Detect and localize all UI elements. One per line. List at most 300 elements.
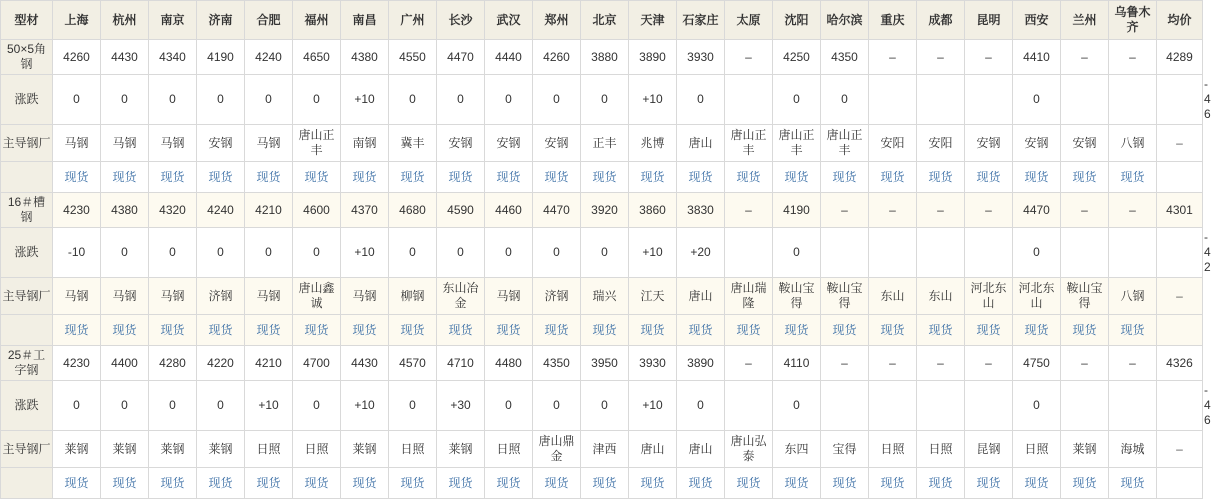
- header-cell-city: 南昌: [341, 1, 389, 40]
- change-cell: +10: [341, 228, 389, 278]
- change-cell: +10: [629, 228, 677, 278]
- mill-cell: 安钢: [965, 125, 1013, 162]
- price-cell: 4380: [341, 40, 389, 75]
- price-cell: 4440: [485, 40, 533, 75]
- stock-cell: 现货: [437, 468, 485, 499]
- header-cell-city: 天津: [629, 1, 677, 40]
- row-label-mill: 主导钢厂: [1, 278, 53, 315]
- stock-cell: 现货: [725, 162, 773, 193]
- change-cell: 0: [197, 228, 245, 278]
- product-price-row: [1, 346, 1203, 381]
- change-cell: [869, 75, 917, 125]
- stock-cell: 现货: [389, 315, 437, 346]
- price-cell: 4320: [149, 193, 197, 228]
- change-cell: 0: [197, 381, 245, 431]
- price-cell: –: [1109, 40, 1157, 75]
- mill-cell: 日照: [485, 431, 533, 468]
- price-cell: –: [725, 346, 773, 381]
- change-cell: 0: [293, 228, 341, 278]
- price-cell: 4470: [1013, 193, 1061, 228]
- mill-cell: 唐山: [677, 431, 725, 468]
- stock-cell: 现货: [341, 315, 389, 346]
- change-cell: [869, 381, 917, 431]
- price-cell: 4550: [389, 40, 437, 75]
- header-cell-city: 兰州: [1061, 1, 1109, 40]
- header-cell-city: 上海: [53, 1, 101, 40]
- mill-cell: 济钢: [533, 278, 581, 315]
- stock-cell: 现货: [629, 315, 677, 346]
- header-cell-city: 均价: [1157, 1, 1203, 40]
- change-cell: +10: [341, 75, 389, 125]
- header-cell-city: 西安: [1013, 1, 1061, 40]
- stock-cell: 现货: [53, 315, 101, 346]
- price-cell: 4410: [1013, 40, 1061, 75]
- mill-cell: 马钢: [149, 278, 197, 315]
- header-cell-city: 南京: [149, 1, 197, 40]
- price-cell: 3930: [629, 346, 677, 381]
- mill-cell: 莱钢: [149, 431, 197, 468]
- stock-cell: 现货: [53, 468, 101, 499]
- price-cell: 4750: [1013, 346, 1061, 381]
- stock-cell: 现货: [485, 162, 533, 193]
- stock-cell: 现货: [437, 315, 485, 346]
- mill-cell: 安钢: [1013, 125, 1061, 162]
- header-cell-city: 杭州: [101, 1, 149, 40]
- price-change-row: 涨跌 0 0 0 0 +10 0 +10 0 +30 0 0 0 +10 0 0 0 -46: [1, 381, 1203, 431]
- price-cell: –: [917, 193, 965, 228]
- mill-cell: 日照: [869, 431, 917, 468]
- stock-cell: 现货: [293, 162, 341, 193]
- row-label-change: 涨跌: [1, 381, 53, 431]
- change-cell: 0: [1013, 381, 1061, 431]
- mill-cell: 莱钢: [53, 431, 101, 468]
- stock-cell: 现货: [1109, 468, 1157, 499]
- mill-cell: 唐山弘泰: [725, 431, 773, 468]
- mill-cell: 马钢: [101, 278, 149, 315]
- change-cell: [965, 381, 1013, 431]
- change-cell: 0: [389, 228, 437, 278]
- change-cell: +10: [341, 381, 389, 431]
- change-cell: 0: [245, 228, 293, 278]
- row-label-change: 涨跌: [1, 75, 53, 125]
- stock-cell: 现货: [149, 315, 197, 346]
- change-cell: [725, 381, 773, 431]
- price-cell: 4190: [197, 40, 245, 75]
- header-cell-city: 乌鲁木齐: [1109, 1, 1157, 40]
- mill-cell: 鞍山宝得: [773, 278, 821, 315]
- price-cell: –: [1109, 193, 1157, 228]
- mill-cell: 津西: [581, 431, 629, 468]
- change-cell: 0: [773, 381, 821, 431]
- price-cell: 4280: [149, 346, 197, 381]
- mill-cell: 江天: [629, 278, 677, 315]
- header-cell-city: 沈阳: [773, 1, 821, 40]
- mill-cell: 唐山: [677, 278, 725, 315]
- stock-cell: 现货: [293, 315, 341, 346]
- row-label-stock: [1, 162, 53, 193]
- mill-cell: 兆博: [629, 125, 677, 162]
- stock-cell: 现货: [581, 468, 629, 499]
- price-cell: –: [1061, 346, 1109, 381]
- change-cell: [1061, 75, 1109, 125]
- change-cell: [1061, 381, 1109, 431]
- mill-cell: 莱钢: [341, 431, 389, 468]
- price-change-row: 涨跌 0 0 0 0 0 0 +10 0 0 0 0 0 +10 0 0 0 0 -46: [1, 75, 1203, 125]
- price-cell: –: [917, 40, 965, 75]
- price-cell: 3930: [677, 40, 725, 75]
- header-cell-city: 哈尔滨: [821, 1, 869, 40]
- change-cell: [1109, 381, 1157, 431]
- stock-cell: 现货: [1013, 468, 1061, 499]
- change-cell: 0: [101, 75, 149, 125]
- stock-cell: 现货: [965, 468, 1013, 499]
- average-stock-cell: [1157, 162, 1203, 193]
- change-cell: 0: [533, 381, 581, 431]
- price-cell: 4240: [245, 40, 293, 75]
- header-cell-city: 武汉: [485, 1, 533, 40]
- price-cell: 4370: [341, 193, 389, 228]
- mill-cell: 莱钢: [101, 431, 149, 468]
- price-cell: –: [965, 346, 1013, 381]
- mill-cell: 南钢: [341, 125, 389, 162]
- change-cell: -10: [53, 228, 101, 278]
- average-price-cell: 4326: [1157, 346, 1203, 381]
- mill-cell: 济钢: [197, 278, 245, 315]
- stock-cell: 现货: [437, 162, 485, 193]
- mill-cell: 唐山正丰: [773, 125, 821, 162]
- change-cell: 0: [101, 381, 149, 431]
- price-cell: 4340: [149, 40, 197, 75]
- header-cell-city: 成都: [917, 1, 965, 40]
- price-cell: –: [965, 193, 1013, 228]
- header-cell-city: 昆明: [965, 1, 1013, 40]
- change-cell: 0: [821, 75, 869, 125]
- change-cell: 0: [245, 75, 293, 125]
- change-cell: [1157, 75, 1203, 125]
- mill-cell: 莱钢: [1061, 431, 1109, 468]
- mill-cell: 唐山: [677, 125, 725, 162]
- change-cell: 0: [485, 75, 533, 125]
- price-cell: 4220: [197, 346, 245, 381]
- stock-status-row: [1, 468, 1203, 499]
- change-cell: [965, 75, 1013, 125]
- mill-cell: 唐山正丰: [725, 125, 773, 162]
- mill-cell: 宝得: [821, 431, 869, 468]
- price-cell: 4210: [245, 193, 293, 228]
- stock-cell: 现货: [53, 162, 101, 193]
- header-cell-city: 郑州: [533, 1, 581, 40]
- stock-cell: 现货: [965, 162, 1013, 193]
- mill-cell: 八钢: [1109, 278, 1157, 315]
- mill-cell: 八钢: [1109, 125, 1157, 162]
- stock-cell: 现货: [197, 315, 245, 346]
- mill-cell: 日照: [389, 431, 437, 468]
- header-cell-type: 型材: [1, 1, 53, 40]
- change-cell: [725, 228, 773, 278]
- change-cell: +10: [245, 381, 293, 431]
- stock-cell: 现货: [533, 162, 581, 193]
- average-price-cell: 4301: [1157, 193, 1203, 228]
- mill-cell: 唐山鼎金: [533, 431, 581, 468]
- change-cell: 0: [53, 75, 101, 125]
- mill-cell: 安阳: [869, 125, 917, 162]
- price-cell: 4650: [293, 40, 341, 75]
- stock-cell: 现货: [1061, 315, 1109, 346]
- mill-cell: 日照: [293, 431, 341, 468]
- mill-cell: 安钢: [485, 125, 533, 162]
- mill-cell: 唐山瑞隆: [725, 278, 773, 315]
- average-stock-cell: [1157, 468, 1203, 499]
- price-cell: –: [1109, 346, 1157, 381]
- row-label-mill: 主导钢厂: [1, 431, 53, 468]
- stock-cell: 现货: [773, 315, 821, 346]
- price-cell: 4110: [773, 346, 821, 381]
- change-cell: [1061, 228, 1109, 278]
- mill-cell: 鞍山宝得: [821, 278, 869, 315]
- stock-cell: 现货: [149, 162, 197, 193]
- price-cell: 4430: [341, 346, 389, 381]
- row-label-product: 25＃工字钢: [1, 346, 53, 381]
- change-cell: 0: [149, 75, 197, 125]
- mill-cell: 唐山鑫诚: [293, 278, 341, 315]
- mill-cell: 冀丰: [389, 125, 437, 162]
- mill-cell: 唐山: [629, 431, 677, 468]
- change-cell: 0: [53, 381, 101, 431]
- stock-cell: 现货: [485, 468, 533, 499]
- mill-cell: 昆钢: [965, 431, 1013, 468]
- stock-cell: 现货: [101, 315, 149, 346]
- mill-cell: 马钢: [485, 278, 533, 315]
- change-cell: 0: [533, 75, 581, 125]
- stock-cell: 现货: [917, 315, 965, 346]
- stock-cell: 现货: [581, 315, 629, 346]
- stock-cell: 现货: [485, 315, 533, 346]
- stock-cell: 现货: [869, 468, 917, 499]
- stock-cell: 现货: [821, 162, 869, 193]
- change-cell: 0: [197, 75, 245, 125]
- mill-cell: 安钢: [533, 125, 581, 162]
- change-cell: [1157, 228, 1203, 278]
- price-cell: 4700: [293, 346, 341, 381]
- stock-cell: 现货: [821, 468, 869, 499]
- stock-cell: 现货: [965, 315, 1013, 346]
- mill-cell: 马钢: [149, 125, 197, 162]
- price-cell: 4260: [533, 40, 581, 75]
- stock-cell: 现货: [101, 162, 149, 193]
- change-cell: 0: [293, 381, 341, 431]
- change-cell: 0: [101, 228, 149, 278]
- stock-cell: 现货: [629, 468, 677, 499]
- change-cell: [917, 228, 965, 278]
- stock-cell: 现货: [197, 162, 245, 193]
- stock-cell: 现货: [101, 468, 149, 499]
- price-cell: 4590: [437, 193, 485, 228]
- price-cell: 4260: [53, 40, 101, 75]
- change-cell: [917, 381, 965, 431]
- mill-cell: 柳钢: [389, 278, 437, 315]
- change-cell: 0: [293, 75, 341, 125]
- average-mill-cell: –: [1157, 125, 1203, 162]
- price-cell: 4230: [53, 193, 101, 228]
- header-cell-city: 北京: [581, 1, 629, 40]
- mill-cell: 安阳: [917, 125, 965, 162]
- price-cell: –: [725, 193, 773, 228]
- mill-cell: 日照: [245, 431, 293, 468]
- price-cell: –: [821, 346, 869, 381]
- stock-cell: 现货: [245, 468, 293, 499]
- stock-cell: 现货: [821, 315, 869, 346]
- price-cell: 4570: [389, 346, 437, 381]
- mill-cell: 马钢: [341, 278, 389, 315]
- price-cell: 4190: [773, 193, 821, 228]
- change-cell: 0: [389, 75, 437, 125]
- price-cell: 4600: [293, 193, 341, 228]
- header-cell-city: 广州: [389, 1, 437, 40]
- stock-cell: 现货: [677, 315, 725, 346]
- stock-status-row: [1, 315, 1203, 346]
- stock-cell: 现货: [773, 468, 821, 499]
- mill-cell: 莱钢: [437, 431, 485, 468]
- mill-cell: 河北东山: [965, 278, 1013, 315]
- price-cell: 4230: [53, 346, 101, 381]
- change-cell: 0: [581, 381, 629, 431]
- stock-cell: 现货: [1013, 162, 1061, 193]
- average-mill-cell: –: [1157, 278, 1203, 315]
- change-cell: [821, 381, 869, 431]
- stock-cell: 现货: [725, 468, 773, 499]
- price-cell: 4460: [485, 193, 533, 228]
- price-cell: 4470: [533, 193, 581, 228]
- mill-cell: 安钢: [1061, 125, 1109, 162]
- change-cell: 0: [773, 75, 821, 125]
- price-cell: 4400: [101, 346, 149, 381]
- mill-cell: 东山冶金: [437, 278, 485, 315]
- change-cell: 0: [485, 228, 533, 278]
- mill-cell: 正丰: [581, 125, 629, 162]
- price-cell: 4350: [533, 346, 581, 381]
- change-cell: 0: [1013, 75, 1061, 125]
- stock-cell: 现货: [341, 162, 389, 193]
- stock-cell: 现货: [1109, 315, 1157, 346]
- header-cell-city: 济南: [197, 1, 245, 40]
- main-mill-row: [1, 125, 1203, 162]
- header-cell-city: 长沙: [437, 1, 485, 40]
- row-label-change: 涨跌: [1, 228, 53, 278]
- header-cell-city: 重庆: [869, 1, 917, 40]
- row-label-product: 16＃槽钢: [1, 193, 53, 228]
- header-cell-city: 太原: [725, 1, 773, 40]
- mill-cell: 安钢: [197, 125, 245, 162]
- stock-cell: 现货: [197, 468, 245, 499]
- stock-cell: 现货: [1109, 162, 1157, 193]
- price-cell: –: [1061, 193, 1109, 228]
- average-stock-cell: [1157, 315, 1203, 346]
- mill-cell: 日照: [917, 431, 965, 468]
- price-cell: –: [869, 193, 917, 228]
- header-cell-city: 石家庄: [677, 1, 725, 40]
- change-cell: [1109, 228, 1157, 278]
- product-price-row: [1, 193, 1203, 228]
- change-cell: 0: [389, 381, 437, 431]
- mill-cell: 唐山正丰: [293, 125, 341, 162]
- price-cell: 4250: [773, 40, 821, 75]
- row-label-stock: [1, 468, 53, 499]
- change-cell: [821, 228, 869, 278]
- stock-cell: 现货: [533, 468, 581, 499]
- mill-cell: 安钢: [437, 125, 485, 162]
- price-cell: 3860: [629, 193, 677, 228]
- price-cell: 4350: [821, 40, 869, 75]
- change-cell: +10: [629, 381, 677, 431]
- stock-cell: 现货: [293, 468, 341, 499]
- average-mill-cell: –: [1157, 431, 1203, 468]
- mill-cell: 日照: [1013, 431, 1061, 468]
- price-cell: 3920: [581, 193, 629, 228]
- mill-cell: 马钢: [53, 278, 101, 315]
- stock-cell: 现货: [1061, 162, 1109, 193]
- stock-cell: 现货: [341, 468, 389, 499]
- stock-cell: 现货: [533, 315, 581, 346]
- stock-cell: 现货: [149, 468, 197, 499]
- price-cell: 4480: [485, 346, 533, 381]
- price-cell: 4470: [437, 40, 485, 75]
- price-cell: –: [965, 40, 1013, 75]
- stock-status-row: [1, 162, 1203, 193]
- stock-cell: 现货: [629, 162, 677, 193]
- stock-cell: 现货: [917, 162, 965, 193]
- stock-cell: 现货: [773, 162, 821, 193]
- change-cell: 0: [437, 75, 485, 125]
- change-cell: +10: [629, 75, 677, 125]
- mill-cell: 河北东山: [1013, 278, 1061, 315]
- change-cell: 0: [149, 381, 197, 431]
- stock-cell: 现货: [245, 315, 293, 346]
- price-cell: 4710: [437, 346, 485, 381]
- price-cell: 4380: [101, 193, 149, 228]
- change-cell: [1109, 75, 1157, 125]
- price-cell: 3890: [629, 40, 677, 75]
- row-label-mill: 主导钢厂: [1, 125, 53, 162]
- mill-cell: 马钢: [101, 125, 149, 162]
- change-cell: 0: [677, 75, 725, 125]
- mill-cell: 马钢: [245, 278, 293, 315]
- change-cell: 0: [149, 228, 197, 278]
- mill-cell: 海城: [1109, 431, 1157, 468]
- stock-cell: 现货: [725, 315, 773, 346]
- stock-cell: 现货: [389, 162, 437, 193]
- price-cell: –: [869, 346, 917, 381]
- stock-cell: 现货: [677, 162, 725, 193]
- stock-cell: 现货: [677, 468, 725, 499]
- mill-cell: 瑞兴: [581, 278, 629, 315]
- price-change-row: 涨跌 -10 0 0 0 0 0 +10 0 0 0 0 0 +10 +20 0 0 -42: [1, 228, 1203, 278]
- change-cell: 0: [581, 75, 629, 125]
- price-cell: –: [725, 40, 773, 75]
- change-cell: [917, 75, 965, 125]
- change-cell: [725, 75, 773, 125]
- mill-cell: 鞍山宝得: [1061, 278, 1109, 315]
- change-cell: [1157, 381, 1203, 431]
- product-price-row: [1, 40, 1203, 75]
- change-cell: 0: [1013, 228, 1061, 278]
- price-cell: 3950: [581, 346, 629, 381]
- change-cell: +30: [437, 381, 485, 431]
- price-cell: –: [1061, 40, 1109, 75]
- row-label-product: 50×5角钢: [1, 40, 53, 75]
- mill-cell: 唐山正丰: [821, 125, 869, 162]
- price-cell: –: [917, 346, 965, 381]
- change-cell: [965, 228, 1013, 278]
